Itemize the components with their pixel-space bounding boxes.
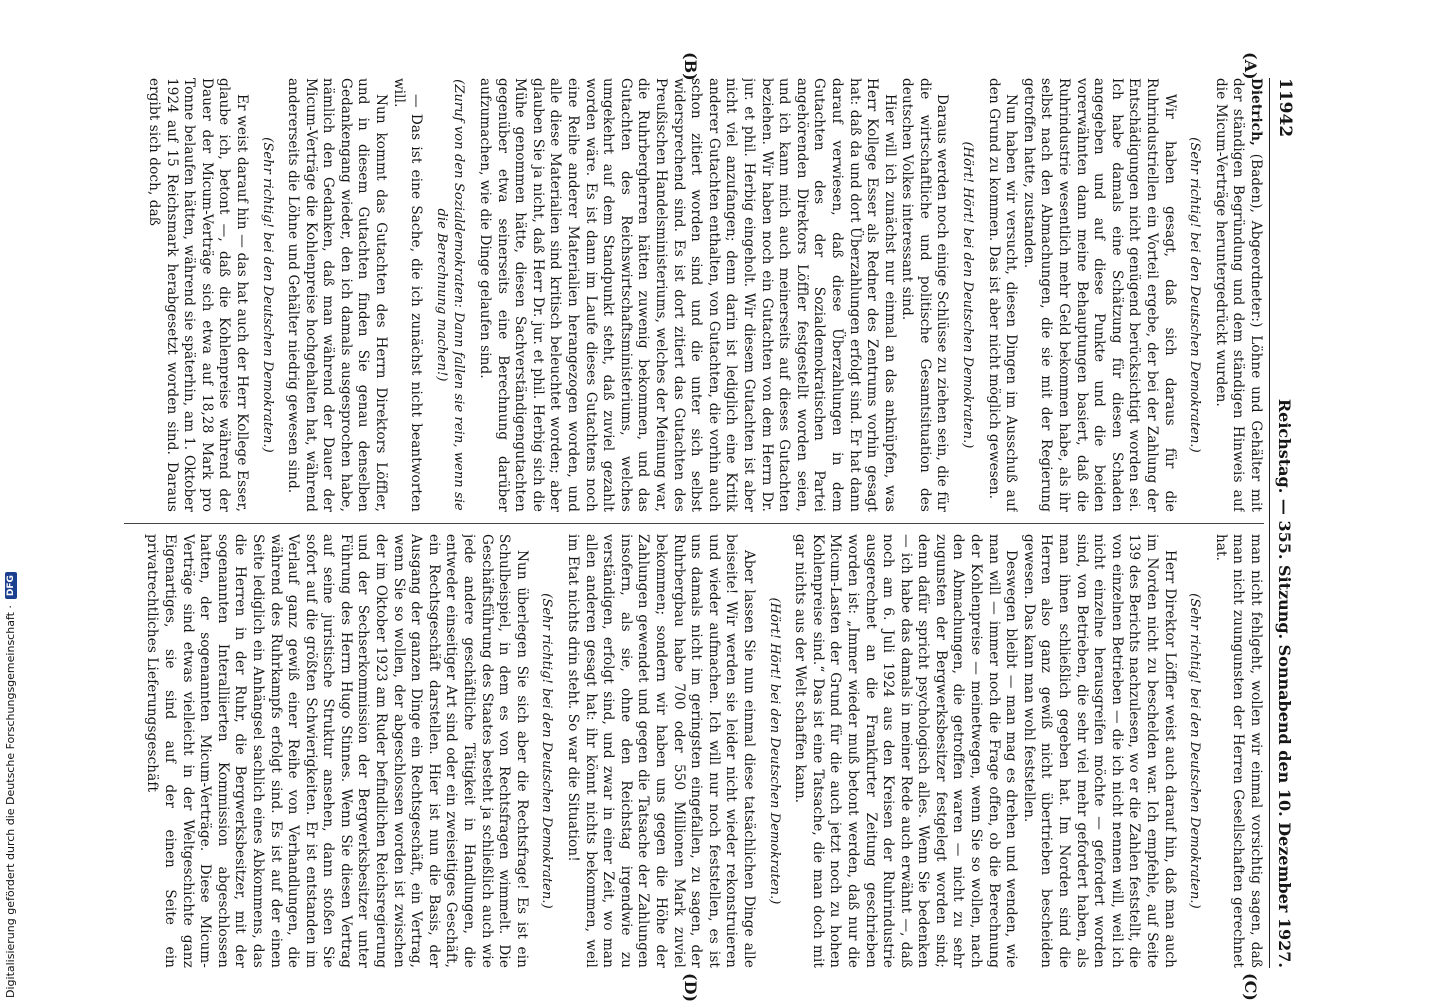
margin-mark-c: (C) xyxy=(1241,973,1260,1001)
paragraph: — Das ist eine Sache, die ich zunächst nicht beantworten will. xyxy=(390,78,425,512)
interjection: (Hört! Hört! bei den Deutschen Demokraten.) xyxy=(960,141,976,449)
paragraph: Deswegen bleibt — man mag es drehen und wenden, wie man will — immer noch die Frage offen, ob die Berechnung der Kohlenpreise — meinetwegen, wenn Sie so wollen, nach den Abmachungen, die getroffen waren — nicht zu sehr zugunsten der Bergwerksbesitzer festgelegt worden sind; denn dafür spricht psychologisch alles. Wenn Sie bedenken — ich habe das damals in meiner Rede auch erwähnt —, daß noch am 6. Juli 1924 aus den Kreisen der Ruhrindustrie ausgerechnet an die Frankfurter Zeitung geschrieben worden ist: „Immer wieder muß betont werden, daß nur die Micum-Lasten der Grund für die auch jetzt noch zu hohen Kohlenpreise sind.“ Das ist eine Tatsache, die man doch mit gar nichts aus der Welt schaffen kann. xyxy=(792,534,1020,968)
paragraph: Nun überlegen Sie sich aber die Rechtsfrage! Es ist ein Schulbeispiel, in dem es von Rechtsfragen wimmelt. Die Geschäftsführung des Staates besteht ja schließlich auch wie jede andere geschäftliche Tätigkeit in Handlungen, die entweder einseitiger Art sind oder ein zweiseitiges Geschäft, ein Rechtsgeschäft darstellen. Hier ist nun die Basis, der Ausgang der ganzen Dinge ein Rechtsgeschäft, ein Vertrag, wenn Sie so wollen, der abgeschlossen worden ist zwischen der im Oktober 1923 am Ruder befindlichen Reichsregierung und der Sechserkommission der Bergwerksbesitzer unter Führung des Herrn Hugo Stinnes. Wenn Sie diesen Vertrag auf seine juristische Struktur ansehen, dann stoßen Sie sofort auf die größten Schwierigkeiten. Er ist entstanden im Verlauf ganz gewiß einer Reihe von Verhandlungen, die während des Ruhrkampfs erfolgt sind. Es ist auf der einen Seite lediglich ein Anhängsel sachlich eines Abkommens, das die Herren in der Ruhr, die Bergwerksbesitzer, mit der sogenannten Interalliierten Kommission abgeschlossen hatten, der sogenannten Micum-Verträge. Diese Micum-Verträge sind etwas vielleicht in der Weltgeschichte ganz Eigenartiges, sie sind auf der einen Seite ein privatrechtliches Lieferungsgeschäft xyxy=(144,534,530,968)
page-header xyxy=(1269,78,1300,968)
paragraph: Nun kommt das Gutachten des Herrn Direktors Löffler, und in diesem Gutachten finden Sie genau denselben Gedankengang wieder, den ich damals ausgesprochen habe, nämlich den Gedanken, daß man während der Dauer der Micum-Verträge die Kohlenpreise hochgehalten hat, während andererseits die Löhne und Gehälter niedrig gewesen sind. xyxy=(285,78,390,512)
paragraph: Er weist darauf hin — das hat auch der Herr Kollege Esser, glaube ich, betont —, daß die Kohlenpreise während der Dauer der Micum-Verträge sich etwa auf 18,28 Mark pro Tonne belaufen hätten, während sie späterhin, am 1. Oktober 1924 auf 15 Reichsmark herabgesetzt worden sind. Daraus ergibt sich doch, daß xyxy=(145,78,250,512)
interjection: (Sehr richtig! bei den Deutschen Demokraten.) xyxy=(1187,137,1203,453)
interjection: (Zuruf von den Sozialdemokraten: Dann fallen sie rein, wenn sie die Berechnung machen!) xyxy=(433,79,467,511)
margin-mark-b: (B) xyxy=(681,52,700,81)
paragraph: Hier will ich zunächst nur einmal an das anknüpfen, was Herr Kollege Esser als Redner des Zentrums vorhin gesagt hat: daß da und dort Überzahlungen erfolgt sind. Er hat dann darauf verwiesen, daß diese Überzahlungen in dem Gutachten des der Sozialdemokratischen Partei angehörenden Direktors Löffler festgestellt worden seien, und ich kann mich auch meinerseits auf dieses Gutachten beziehen. Wir haben noch ein Gutachten von dem Herrn Dr. jur. et phil. Herbig eingeholt. Wir diesem Gutachten ist aber nicht viel anzufangen; denn darin ist lediglich eine Kritik anderer Gutachten enthalten, von Gutachten, die vorhin auch schon zitiert worden sind und die unter sich selbst widersprechend sind. Es ist dort zitiert das Gutachten des Preußischen Handelsministeriums, welches der Meinung war, die Ruhrbergherren hätten zuwenig bekommen, und das Gutachten des Reichswirtschaftsministeriums, welches umgekehrt auf dem Standpunkt steht, daß zuviel gezahlt worden wäre. Es ist dann im Laufe dieses Gutachtens noch eine Reihe anderer Materialien herangezogen worden, und alle diese Materialien sind kritisch beleuchtet worden; aber glauben Sie ja nicht, daß Herr Dr. jur. et phil. Herbig sich die Mühe genommen hätte, diesen Sachverständigengutachten gegenüber etwa seinerseits eine Berechnung darüber aufzumachen, wie die Dinge gelaufen sind. xyxy=(477,78,898,512)
speaker-name: Dietrich, xyxy=(1248,78,1264,146)
paragraph: Herr Direktor Löffler weist auch darauf hin, daß man auch im Norden nicht zu beschelden war. Ich empfehle, auf Seite 139 des Berichts nachzulesen, wo er die Zahlen feststellt, die von einzelnen Betrieben — die ich nicht nennen will, weil ich nicht einzelne herausgreifen möchte — gefordert worden sind, von Betrieben, die sehr viel mehr gefordert haben, als man ihnen schließlich gegeben hat. Im Norden sind die Herren also ganz gewiß nicht übertrieben bescheiden gewesen. Das kann man wohl feststellen. xyxy=(1020,534,1178,968)
margin-mark-d: (D) xyxy=(681,973,700,1002)
dfg-logo-icon: DFG xyxy=(5,572,17,599)
paragraph: Nun haben wir versucht, diesen Dingen im Ausschuß auf den Grund zu kommen. Das ist aber nicht möglich gewesen. xyxy=(985,78,1020,512)
digitization-credit xyxy=(4,572,17,998)
left-column xyxy=(114,78,1264,512)
paragraph xyxy=(1211,78,1264,512)
document-page xyxy=(105,52,1300,1002)
page-number: 11942 xyxy=(1275,78,1295,138)
paragraph-text: (Baden), Abgeordneter:) Löhne und Gehälter mit der ständigen Begründung und dem ständigen Hinweis auf die Micum-Verträge heruntergedrückt wurden. xyxy=(1212,78,1264,512)
right-column xyxy=(114,534,1264,968)
text-columns xyxy=(114,78,1264,968)
interjection: (Sehr richtig! bei den Deutschen Demokraten.) xyxy=(1187,593,1203,909)
paragraph: man nicht fehlgeht, wollen wir einmal vorsichtig sagen, daß man nicht zuungunsten der Herren Gesellschaften gerechnet hat. xyxy=(1212,534,1264,968)
margin-mark-a: (A) xyxy=(1241,52,1260,80)
interjection: (Hört! Hört! bei den Deutschen Demokraten.) xyxy=(766,597,782,905)
paragraph: Wir haben gesagt, daß sich daraus für die Ruhrindustriellen ein Vorteil ergebe, der bei der Zahlung der Entschädigungen nicht genügend berücksichtigt worden sei. Ich habe damals eine Schätzung für diesen Schaden angegeben und auf diese Punkte und die beiden vorerwähnten dann meine Behauptungen basiert, daß die Ruhrindustrie wesentlich mehr Geld bekommen habe, als ihr selbst nach den Abmachungen, die sie mit der Regierung getroffen hatte, zustanden. xyxy=(1020,78,1178,512)
page-title: Reichstag. — 355. Sitzung. Sonnabend den 10. Dezember 1927. xyxy=(1275,398,1295,968)
credit-text: Digitalisierung gefördert durch die Deutsche Forschungsgemeinschaft · xyxy=(4,605,17,998)
interjection: (Sehr richtig! bei den Deutschen Demokraten.) xyxy=(259,137,275,453)
paragraph: Aber lassen Sie nun einmal diese tatsächlichen Dinge alle beiseite! Wir werden sie leider nicht wieder rekonstruieren und wieder aufmachen. Ich will nur noch feststellen, es ist uns damals nicht im geringsten eingefallen, zu sagen, der Ruhrbergbau habe 700 oder 550 Millionen Mark zuviel bekommen; sondern wir haben uns gegen die Höhe der Zahlungen gewendet und gegen die Tatsache der Zahlungen insofern, als sie, ohne den Reichstag irgendwie zu verständigen, erfolgt sind, und zwar in einer Zeit, wo man allen anderen gesagt hat: ihr könnt nichts bekommen, weil im Etat nichts drin steht. So war die Situation! xyxy=(565,534,757,968)
interjection: (Sehr richtig! bei den Deutschen Demokraten.) xyxy=(539,593,555,909)
paragraph: Daraus werden noch einige Schlüsse zu ziehen sein, die für die wirtschaftliche und politische Gesamtsituation des deutschen Volkes interessant sind. xyxy=(899,78,951,512)
